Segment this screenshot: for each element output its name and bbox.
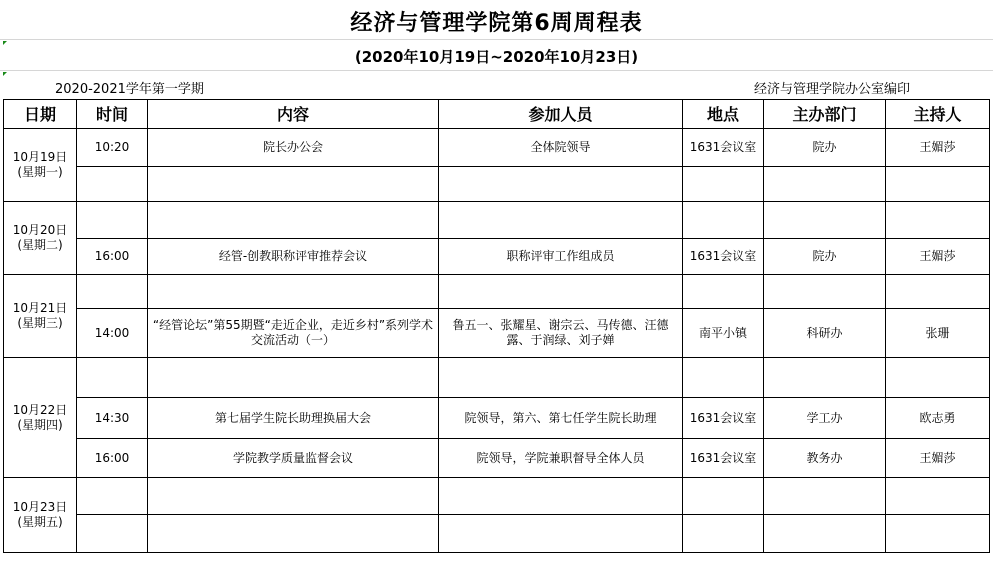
day-date: 10月20日 — [12, 223, 68, 237]
table-row — [4, 439, 990, 478]
table-row-empty — [4, 202, 990, 239]
day-date: 10月19日 — [12, 150, 68, 164]
date-range-subtitle: (2020年10月19日~2020年10月23日) — [354, 48, 639, 66]
day-cell — [4, 275, 77, 358]
event-dept: 院办 — [764, 239, 886, 275]
event-time: 16:00 — [77, 439, 148, 478]
table-row-empty — [4, 358, 990, 398]
event-host: 王媚莎 — [886, 129, 990, 167]
event-host: 王媚莎 — [886, 439, 990, 478]
day-weekday: (星期五) — [17, 515, 63, 529]
event-people: 全体院领导 — [439, 129, 683, 167]
event-people: 职称评审工作组成员 — [439, 239, 683, 275]
event-host: 张珊 — [886, 309, 990, 358]
cell-comment-marker — [3, 72, 7, 76]
sheet-gridline — [0, 39, 993, 40]
day-cell — [4, 202, 77, 275]
sheet-gridline — [0, 70, 993, 71]
event-people: 院领导，学院兼职督导全体人员 — [439, 439, 683, 478]
event-dept: 院办 — [764, 129, 886, 167]
schedule-table — [3, 99, 990, 553]
day-cell — [4, 358, 77, 478]
day-weekday: (星期四) — [17, 417, 63, 432]
table-row-empty — [4, 167, 990, 202]
event-content: 院长办公会 — [148, 129, 439, 167]
event-host: 王媚莎 — [886, 239, 990, 275]
header-people: 参加人员 — [439, 100, 683, 129]
academic-term: 2020-2021学年第一学期 — [55, 82, 204, 97]
day-date: 10月21日 — [12, 301, 68, 315]
event-time: 16:00 — [77, 239, 148, 275]
day-cell — [4, 129, 77, 202]
event-place: 1631会议室 — [683, 239, 764, 275]
day-date: 10月23日 — [12, 500, 68, 514]
event-people: 院领导，第六、第七任学生院长助理 — [439, 398, 683, 439]
table-row — [4, 309, 990, 358]
table-header-row — [4, 100, 990, 129]
cell-comment-marker — [3, 41, 7, 45]
event-place: 南平小镇 — [683, 309, 764, 358]
event-time: 14:30 — [77, 398, 148, 439]
table-row — [4, 129, 990, 167]
header-date: 日期 — [4, 100, 77, 129]
day-weekday: (星期一) — [17, 165, 63, 179]
issuing-office: 经济与管理学院办公室编印 — [754, 82, 911, 97]
event-place: 1631会议室 — [683, 398, 764, 439]
day-date: 10月22日 — [12, 402, 68, 417]
table-row — [4, 398, 990, 439]
table-row-empty — [4, 515, 990, 553]
day-weekday: (星期三) — [17, 316, 63, 330]
table-row-empty — [4, 478, 990, 515]
header-time: 时间 — [77, 100, 148, 129]
page-title: 经济与管理学院第6周周程表 — [350, 11, 643, 36]
header-dept: 主办部门 — [764, 100, 886, 129]
event-place: 1631会议室 — [683, 129, 764, 167]
header-content: 内容 — [148, 100, 439, 129]
day-cell — [4, 478, 77, 553]
header-place: 地点 — [683, 100, 764, 129]
day-weekday: (星期二) — [17, 238, 63, 252]
event-people: 鲁五一、张耀星、谢宗云、马传德、汪德露、于润绿、刘子婵 — [439, 309, 683, 358]
event-dept: 教务办 — [764, 439, 886, 478]
event-content: 学院教学质量监督会议 — [148, 439, 439, 478]
event-dept: 科研办 — [764, 309, 886, 358]
event-time: 10:20 — [77, 129, 148, 167]
table-row — [4, 239, 990, 275]
table-row-empty — [4, 275, 990, 309]
event-host: 欧志勇 — [886, 398, 990, 439]
event-content: 经管-创教职称评审推荐会议 — [148, 239, 439, 275]
event-content: “经管论坛”第55期暨“走近企业，走近乡村”系列学术交流活动（一） — [148, 309, 439, 358]
event-place: 1631会议室 — [683, 439, 764, 478]
event-time: 14:00 — [77, 309, 148, 358]
event-content: 第七届学生院长助理换届大会 — [148, 398, 439, 439]
event-dept: 学工办 — [764, 398, 886, 439]
header-host: 主持人 — [886, 100, 990, 129]
